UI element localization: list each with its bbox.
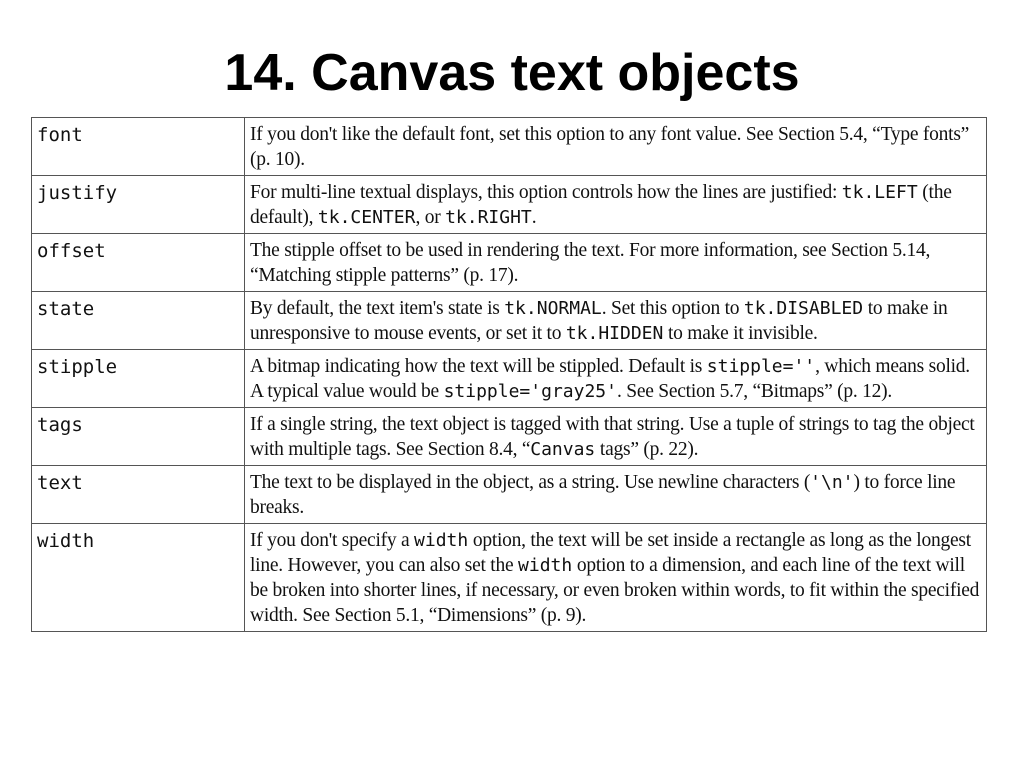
code-literal: tk.HIDDEN xyxy=(565,323,664,344)
description-text: option to a dimension, and each line of the text will be broken into shorter lines, if necessary, or even broken within words, to fit within the specified width. See Section 5.1, “Dimensions” (p. 9). xyxy=(250,555,980,626)
option-description-cell xyxy=(245,118,987,176)
table-row xyxy=(32,176,987,234)
table-row xyxy=(32,524,987,632)
description-text: (the default), xyxy=(250,182,952,228)
description-text: If you don't like the default font, set this option to any font value. See Section 5.4, “Type fonts” (p. 10). xyxy=(250,124,970,170)
description-text: , which means solid. A typical value would be xyxy=(250,356,970,402)
table-row xyxy=(32,408,987,466)
table-row xyxy=(32,350,987,408)
options-table-body xyxy=(32,118,987,632)
description-text: option, the text will be set inside a rectangle as long as the longest line. However, you can also set the xyxy=(250,530,971,576)
code-literal: stipple='gray25' xyxy=(443,381,617,402)
option-description-cell xyxy=(245,234,987,292)
code-literal: tk.NORMAL xyxy=(504,298,602,319)
option-name-cell: font xyxy=(32,118,245,176)
description-text: to make in unresponsive to mouse events, or set it to xyxy=(250,298,948,344)
description-text: The text to be displayed in the object, as a string. Use newline characters ( xyxy=(250,472,811,493)
code-literal: tk.CENTER xyxy=(317,207,416,228)
description-text: If a single string, the text object is tagged with that string. Use a tuple of strings to tag the object with multiple tags. See Section 8.4, “ xyxy=(250,414,975,460)
description-text: . xyxy=(531,207,537,228)
code-literal: tk.DISABLED xyxy=(743,298,864,319)
table-row xyxy=(32,234,987,292)
description-text: ) to force line breaks. xyxy=(250,472,956,518)
description-text: to make it invisible. xyxy=(663,323,818,344)
code-literal: tk.RIGHT xyxy=(445,207,532,228)
code-literal: Canvas xyxy=(530,439,596,460)
option-name-cell: tags xyxy=(32,408,245,466)
description-text: The stipple offset to be used in rendering the text. For more information, see Section 5.14, “Matching stipple patterns” (p. 17). xyxy=(250,240,931,286)
description-text: If you don't specify a xyxy=(250,530,415,551)
description-text: For multi-line textual displays, this option controls how the lines are justified: xyxy=(250,182,842,203)
code-literal: stipple='' xyxy=(706,356,816,377)
option-name-cell: text xyxy=(32,466,245,524)
table-row xyxy=(32,292,987,350)
option-description-cell xyxy=(245,466,987,524)
code-literal: tk.LEFT xyxy=(841,182,918,203)
code-literal: '\n' xyxy=(810,472,854,493)
table-row xyxy=(32,466,987,524)
description-text: A bitmap indicating how the text will be stippled. Default is xyxy=(250,356,707,377)
description-text: By default, the text item's state is xyxy=(250,298,505,319)
description-text: tags” (p. 22). xyxy=(595,439,699,460)
option-description-cell xyxy=(245,292,987,350)
code-literal: width xyxy=(518,555,573,576)
option-description-cell xyxy=(245,350,987,408)
description-text: , or xyxy=(415,207,446,228)
option-description-cell xyxy=(245,408,987,466)
code-literal: width xyxy=(414,530,469,551)
option-name-cell: stipple xyxy=(32,350,245,408)
description-text: . See Section 5.7, “Bitmaps” (p. 12). xyxy=(616,381,893,402)
description-text: . Set this option to xyxy=(601,298,744,319)
option-name-cell: offset xyxy=(32,234,245,292)
options-table xyxy=(31,117,987,632)
page-title: 14. Canvas text objects xyxy=(224,44,800,102)
option-description-cell xyxy=(245,524,987,632)
table-row xyxy=(32,118,987,176)
option-name-cell: width xyxy=(32,524,245,632)
option-name-cell: justify xyxy=(32,176,245,234)
option-name-cell: state xyxy=(32,292,245,350)
option-description-cell xyxy=(245,176,987,234)
